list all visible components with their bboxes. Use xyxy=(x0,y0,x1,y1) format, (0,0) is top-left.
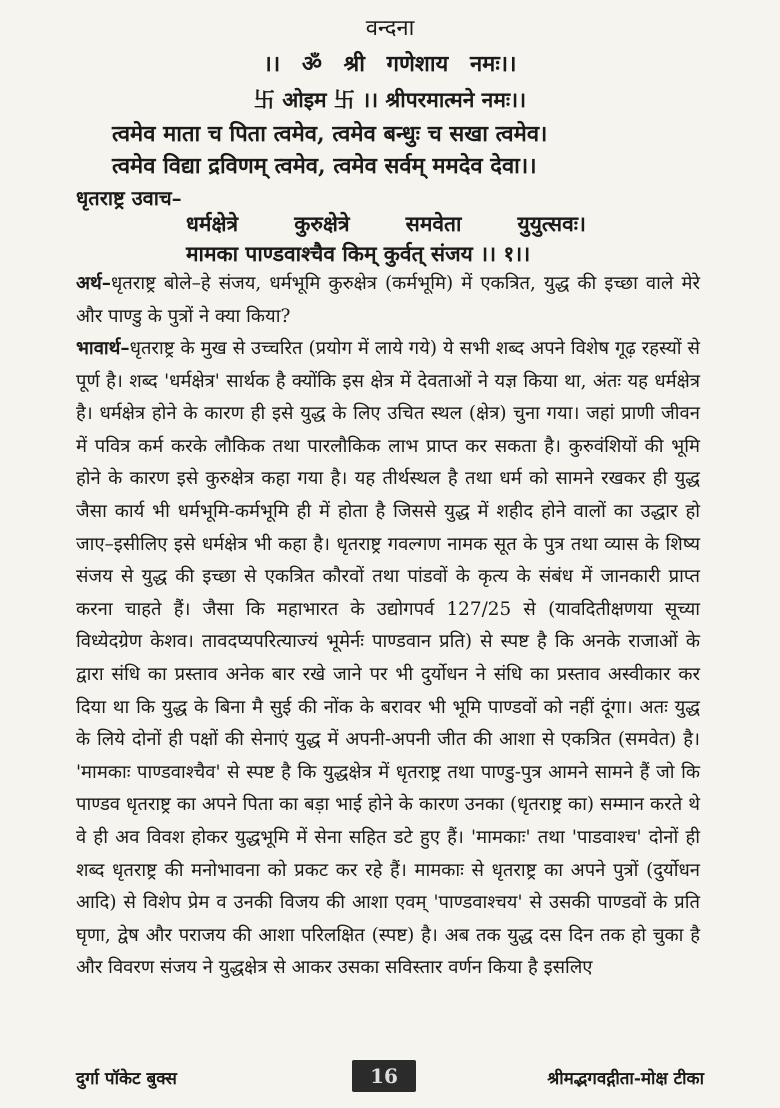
verse-word: कुरुक्षेत्रे xyxy=(294,211,350,236)
page-title: वन्दना xyxy=(365,16,415,41)
invocation-line-2: 卐 ओइम 卐 ।। श्रीपरमात्मने नमः।। xyxy=(253,87,527,112)
publisher-name: दुर्गा पॉकेट बुक्स xyxy=(76,1069,177,1089)
meaning-paragraph xyxy=(76,268,700,333)
om-symbol: ॐ xyxy=(301,51,322,77)
verse-speaker: धृतराष्ट्र उवाच– xyxy=(76,186,182,210)
commentary-text: धृतराष्ट्र के मुख से उच्चरित (प्रयोग में लाये गये) ये सभी शब्द अपने विशेष गूढ़ रहस्यों से पूर्ण है। शब्द 'धर्मक्षेत्र' सार्थक है क्योंकि इस क्षेत्र में देवताओं ने यज्ञ किया था, अंतः यह धर्मक्षेत्र है। धर्मक्षेत्र होने के कारण ही इसे युद्ध के लिए उचित स्थल (क्षेत्र) चुना गया। जहां प्राणी जीवन में पवित्र कर्म करके लौकिक तथा पारलौकिक लाभ प्राप्त कर सकता है। कुरुवंशियों की भूमि होने के कारण इसे कुरुक्षेत्र कहा गया है। यह तीर्थस्थल है तथा धर्म को सामने रखकर ही युद्ध जैसा कार्य भी धर्मभूमि-कर्मभूमि ही में होता है जिससे युद्ध में शहीद होने वालों का उद्धार हो जाए–इसीलिए इसे धर्मक्षेत्र भी कहा है। धृतराष्ट्र गवल्गण नामक सूत के पुत्र तथा व्यास के शिष्य संजय से युद्ध की इच्छा से एकत्रित कौरवों तथा पांडवों के कृत्य के संबंध में जानकारी प्राप्त करना चाहते हैं। जैसा कि महाभारत के उद्योगपर्व 127/25 से (यावदितीक्षणया सूच्या विध्येदग्रेण केशव। तावदप्यपरित्याज्यं भूमेर्नः पाण्डवान प्रति) से स्पष्ट है कि अनके राजाओं के द्वारा संधि का प्रस्ताव अनेक बार रखे जाने पर भी दुर्योधन ने संधि का प्रस्ताव अस्वीकार कर दिया था कि युद्ध के बिना मै सुई की नोंक के बरावर भी भूमि पाण्डवों को नहीं दूंगा। अतः युद्ध के लिये दोनों ही पक्षों की सेनाएं युद्ध में अपनी-अपनी जीत की आशा से एकत्रित (समवेत) है। 'मामकाः पाण्डवाश्चैव' से स्पष्ट है कि युद्धक्षेत्र में धृतराष्ट्र तथा पाण्डु-पुत्र आमने सामने हैं जो कि पाण्डव धृतराष्ट्र का अपने पिता का बड़ा भाई होने के कारण उनका (धृतराष्ट्र का) सम्मान करते थे वे ही अव विवश होकर युद्धभूमि में सेना सहित डटे हुए हैं। 'मामकाः' तथा 'पाडवाश्च' दोनों ही शब्द धृतराष्ट्र की मनोभावना को प्रकट कर रहे हैं। मामकाः से धृतराष्ट्र का अपने पुत्रों (दुर्योधन आदि) से विशेप प्रेम व उनकी विजय की आशा एवम् 'पाण्डवाश्चय' से उसकी पाण्डवों के प्रति घृणा, द्वेष और पराजय की आशा परिलक्षित (स्पष्ट) है। अब तक युद्ध दस दिन तक हो चुका है और विवरण संजय ने युद्धक्षेत्र से आकर उसका सविस्तार वर्णन किया है इसलिए xyxy=(76,338,700,979)
verse-line-1 xyxy=(186,210,586,238)
invocation-word: ।। xyxy=(263,51,281,77)
invocation-word: नमः।। xyxy=(469,51,517,77)
book-title: श्रीमद्भगवद्गीता-मोक्ष टीका xyxy=(547,1069,704,1089)
prayer-line-2: त्वमेव विद्या द्रविणम् त्वमेव, त्वमेव सर्वम् ममदेव देवा।। xyxy=(112,153,537,179)
meaning-text: धृतराष्ट्र बोले–हे संजय, धर्मभूमि कुरुक्षेत्र (कर्मभूमि) में एकत्रित, युद्ध की इच्छा वाले मेरे और पाण्डु के पुत्रों ने क्या किया? xyxy=(76,273,700,327)
meaning-label: अर्थ– xyxy=(76,273,111,294)
verse-word: समवेता xyxy=(405,211,462,236)
page-footer xyxy=(76,1060,704,1096)
page-number: 16 xyxy=(352,1060,416,1092)
commentary-paragraph xyxy=(76,333,700,985)
verse-word: युयुत्सवः। xyxy=(517,211,586,236)
invocation-word: श्री xyxy=(343,51,365,77)
invocation-line xyxy=(0,48,780,78)
verse-word: धर्मक्षेत्रे xyxy=(186,211,239,236)
commentary-label: भावार्थ– xyxy=(76,338,130,359)
prayer-line-1: त्वमेव माता च पिता त्वमेव, त्वमेव बन्धुः च सखा त्वमेव। xyxy=(112,121,548,147)
invocation-word: गणेशाय xyxy=(386,51,449,77)
verse-line-2: मामका पाण्डवाश्चैव किम् कुर्वत् संजय ।। १।। xyxy=(186,241,531,266)
